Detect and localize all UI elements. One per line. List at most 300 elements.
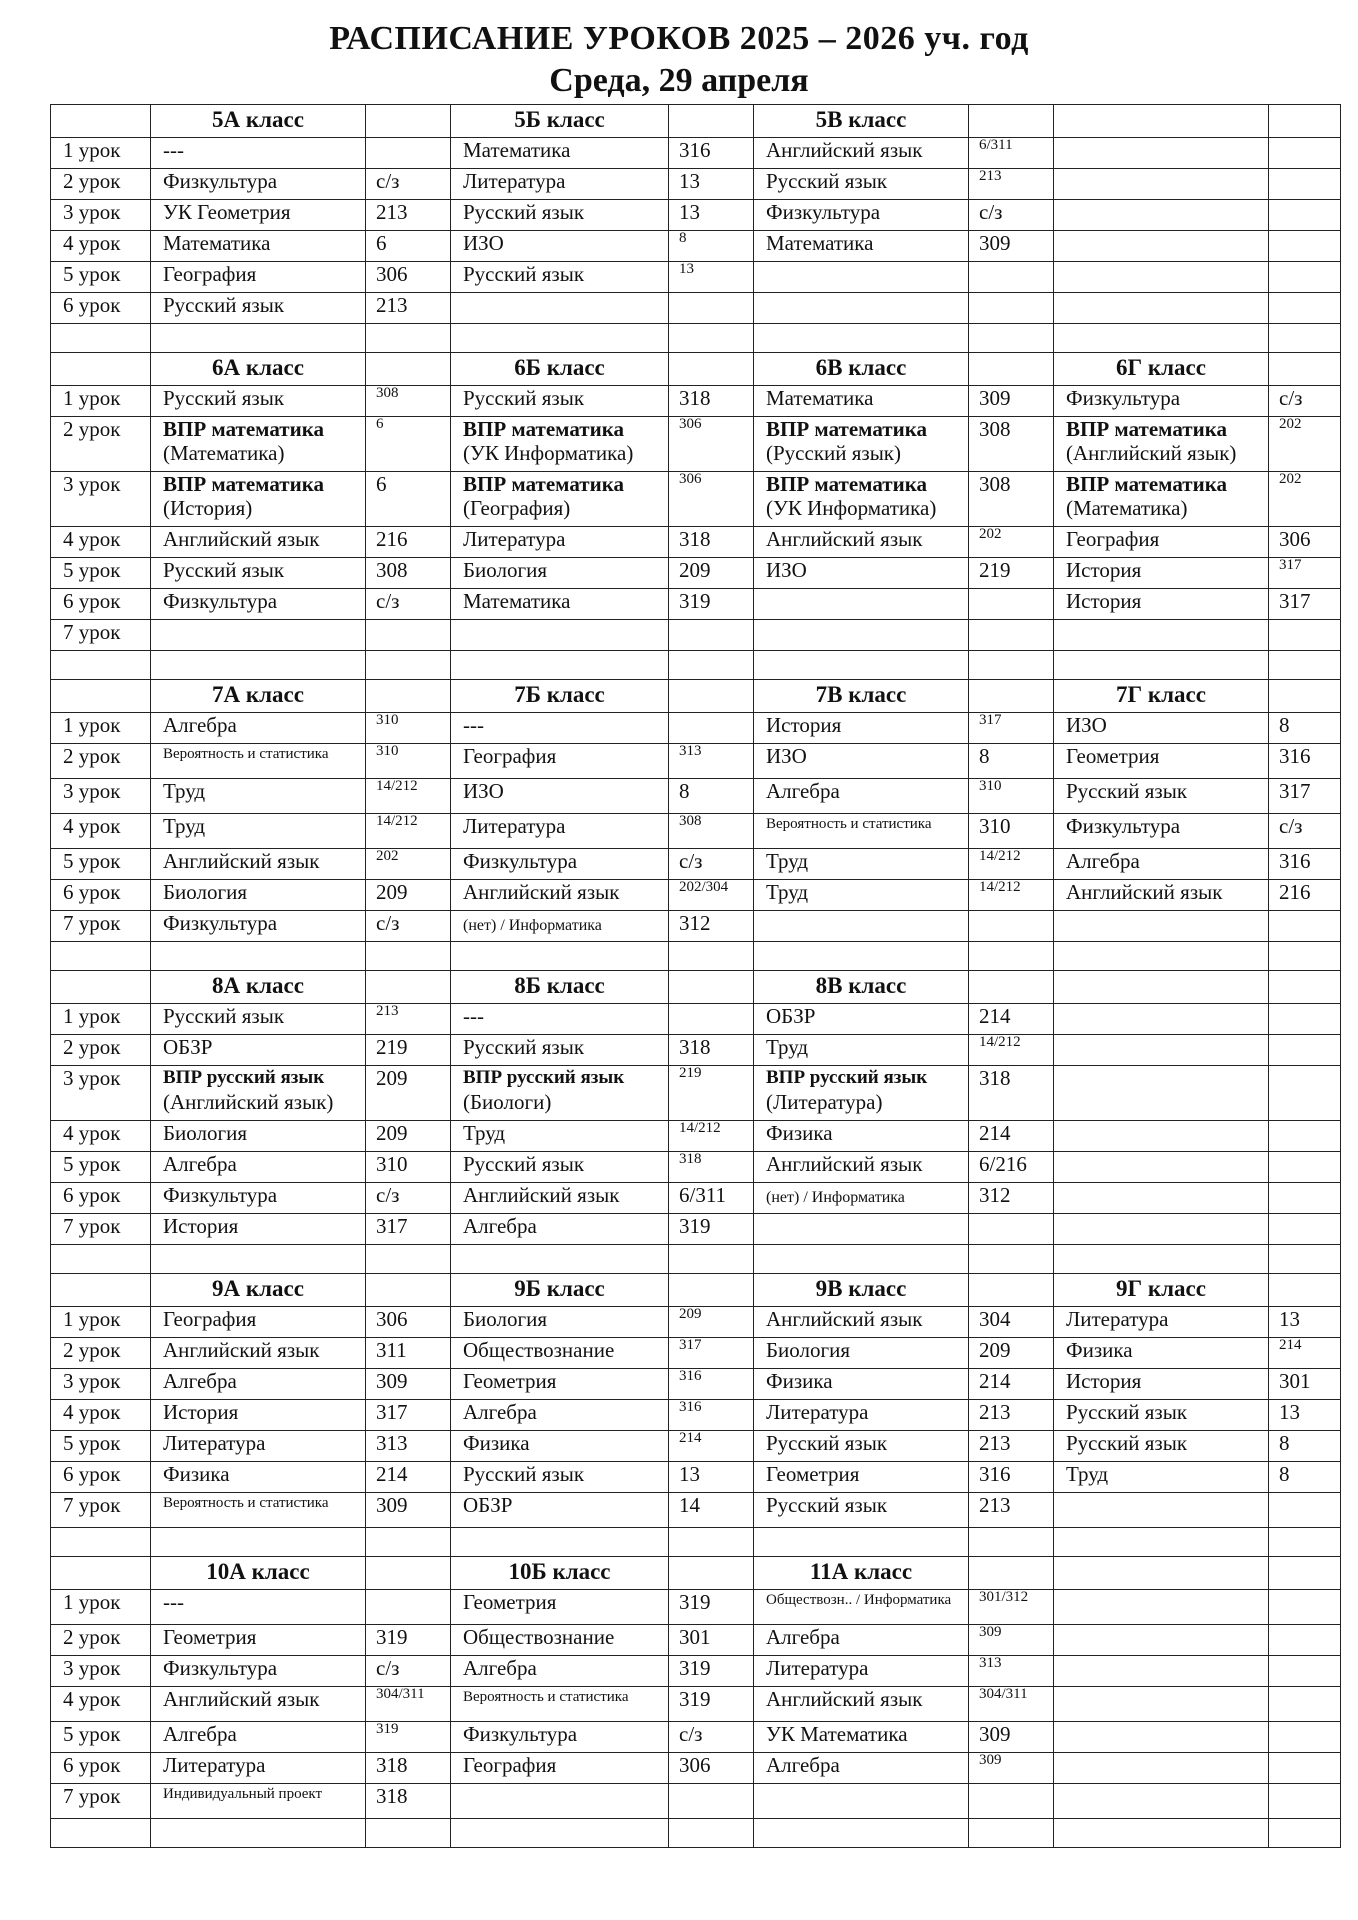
room-number (669, 1121, 754, 1152)
room-value: 14/212 (679, 1120, 721, 1136)
lesson-number: 4 урок (51, 1121, 151, 1152)
class-header-row (51, 680, 1341, 713)
room-value: 310 (376, 743, 399, 759)
empty-cell (51, 1528, 151, 1557)
lesson-number: 1 урок (51, 1004, 151, 1035)
room-number (969, 1590, 1054, 1625)
subject-cell (1054, 744, 1269, 779)
subject-name: Физика (766, 1121, 833, 1145)
subject-cell (1054, 1152, 1269, 1183)
subject-cell (1054, 1656, 1269, 1687)
subject-cell (151, 169, 366, 200)
class-name: 5В класс (754, 105, 969, 138)
room-number (669, 1307, 754, 1338)
subject-cell (451, 1722, 669, 1753)
room-number (1269, 744, 1341, 779)
header-spacer (51, 105, 151, 138)
spacer-row (51, 1528, 1341, 1557)
subject-name: Русский язык (163, 1004, 285, 1028)
room-value: 316 (1279, 744, 1311, 768)
room-number (1269, 1625, 1341, 1656)
room-number (1269, 1066, 1341, 1121)
subject-name: --- (163, 1590, 184, 1614)
room-number (969, 472, 1054, 527)
empty-cell (969, 1528, 1054, 1557)
subject-cell (451, 527, 669, 558)
empty-cell (1269, 1819, 1341, 1848)
room-number (1269, 262, 1341, 293)
subject-cell (754, 138, 969, 169)
subject-name: (Математика) (163, 441, 285, 465)
empty-cell (669, 324, 754, 353)
lesson-number: 5 урок (51, 1152, 151, 1183)
lesson-number: 2 урок (51, 169, 151, 200)
lesson-row (51, 1121, 1341, 1152)
room-number (969, 1431, 1054, 1462)
room-value: 8 (979, 744, 990, 768)
room-number (969, 1369, 1054, 1400)
subject-cell (1054, 1784, 1269, 1819)
subject-name: Алгебра (163, 1152, 237, 1176)
subject-name: Обществознание (463, 1338, 615, 1362)
lesson-row (51, 231, 1341, 262)
room-number (669, 1687, 754, 1722)
room-number (969, 779, 1054, 814)
room-number (1269, 779, 1341, 814)
subject-cell (151, 1687, 366, 1722)
subject-name: Математика (463, 138, 571, 162)
subject-name: Труд (766, 1035, 809, 1059)
room-header (1269, 680, 1341, 713)
room-value: 309 (376, 1369, 408, 1393)
subject-name: История (766, 713, 842, 737)
subject-name: Биология (463, 558, 548, 582)
room-value: 209 (376, 880, 408, 904)
subject-name: Алгебра (163, 713, 237, 737)
exam-title: ВПР русский язык (163, 1067, 325, 1088)
room-value: 309 (979, 1752, 1002, 1768)
empty-cell (969, 1819, 1054, 1848)
room-number (969, 1152, 1054, 1183)
room-number (969, 386, 1054, 417)
subject-name: Английский язык (766, 527, 923, 551)
room-value: 214 (979, 1121, 1011, 1145)
room-value: с/з (679, 849, 703, 873)
room-value: 301 (679, 1625, 711, 1649)
subject-cell (151, 138, 366, 169)
room-value: с/з (376, 1656, 400, 1680)
room-number (1269, 1400, 1341, 1431)
room-value: 316 (979, 1462, 1011, 1486)
room-number (366, 1431, 451, 1462)
subject-name: Английский язык (163, 527, 320, 551)
class-name: 10А класс (151, 1557, 366, 1590)
room-number (969, 1462, 1054, 1493)
room-number (669, 1369, 754, 1400)
lesson-number: 2 урок (51, 1035, 151, 1066)
subject-cell (451, 1784, 669, 1819)
room-number (969, 589, 1054, 620)
class-name: 6Б класс (451, 353, 669, 386)
lesson-row (51, 1338, 1341, 1369)
room-value: 317 (679, 1337, 702, 1353)
subject-cell (754, 558, 969, 589)
lesson-number: 2 урок (51, 1338, 151, 1369)
subject-cell (151, 1493, 366, 1528)
subject-cell (151, 849, 366, 880)
empty-cell (451, 942, 669, 971)
room-number (669, 558, 754, 589)
empty-cell (754, 1819, 969, 1848)
subject-name: Обществознание (463, 1625, 615, 1649)
room-number (669, 1753, 754, 1784)
subject-cell (1054, 231, 1269, 262)
subject-cell (754, 779, 969, 814)
lesson-row (51, 1152, 1341, 1183)
room-number (669, 1400, 754, 1431)
subject-name: ОБЗР (463, 1493, 513, 1517)
subject-cell (451, 1753, 669, 1784)
room-header (1269, 353, 1341, 386)
class-header-row (51, 1557, 1341, 1590)
empty-cell (669, 942, 754, 971)
room-number (669, 1035, 754, 1066)
lesson-row (51, 1493, 1341, 1528)
room-value: 304/311 (376, 1686, 425, 1702)
spacer-row (51, 324, 1341, 353)
room-value: с/з (376, 169, 400, 193)
subject-name: ИЗО (766, 558, 807, 582)
room-value: 213 (376, 200, 408, 224)
empty-cell (366, 1819, 451, 1848)
room-value: 14/212 (376, 813, 418, 829)
room-number (969, 138, 1054, 169)
empty-cell (451, 324, 669, 353)
lesson-row (51, 1183, 1341, 1214)
room-header (669, 1274, 754, 1307)
room-header (969, 680, 1054, 713)
room-number (1269, 417, 1341, 472)
subject-cell (151, 1152, 366, 1183)
room-value: 319 (679, 1656, 711, 1680)
subject-name: Алгебра (1066, 849, 1140, 873)
room-header (366, 353, 451, 386)
lesson-number: 2 урок (51, 417, 151, 472)
lesson-number: 7 урок (51, 1214, 151, 1245)
room-value: 317 (1279, 557, 1302, 573)
lesson-row (51, 472, 1341, 527)
subject-name: Математика (766, 386, 874, 410)
subject-cell (1054, 1431, 1269, 1462)
subject-cell (754, 589, 969, 620)
empty-cell (754, 942, 969, 971)
room-value: 209 (679, 1306, 702, 1322)
room-value: 318 (679, 527, 711, 551)
subject-name: --- (463, 713, 484, 737)
room-header (366, 1274, 451, 1307)
room-value: 8 (1279, 1431, 1290, 1455)
subject-name: Геометрия (1066, 744, 1160, 768)
room-number (969, 713, 1054, 744)
lesson-number: 4 урок (51, 814, 151, 849)
lesson-row (51, 1656, 1341, 1687)
room-number (366, 558, 451, 589)
subject-name: Физкультура (163, 169, 278, 193)
subject-cell (151, 1722, 366, 1753)
subject-name: Физкультура (463, 1722, 578, 1746)
room-number (1269, 1214, 1341, 1245)
subject-name: Английский язык (163, 1687, 320, 1711)
subject-cell (151, 1338, 366, 1369)
subject-cell (151, 231, 366, 262)
room-value: 319 (679, 1590, 711, 1614)
subject-name: (География) (463, 496, 571, 520)
subject-cell (451, 231, 669, 262)
subject-cell (1054, 713, 1269, 744)
class-name: 5А класс (151, 105, 366, 138)
lesson-number: 6 урок (51, 1462, 151, 1493)
room-header (969, 105, 1054, 138)
subject-cell (151, 779, 366, 814)
class-name: 7В класс (754, 680, 969, 713)
subject-cell (754, 814, 969, 849)
subject-name: Английский язык (463, 880, 620, 904)
room-number (366, 262, 451, 293)
subject-cell (1054, 1307, 1269, 1338)
subject-name: Вероятность и статистика (163, 1495, 329, 1511)
lesson-row (51, 911, 1341, 942)
room-value: 316 (1279, 849, 1311, 873)
subject-name: Труд (163, 814, 206, 838)
subject-cell (151, 744, 366, 779)
subject-name: ИЗО (463, 231, 504, 255)
subject-cell (1054, 386, 1269, 417)
empty-cell (1269, 942, 1341, 971)
room-value: 319 (679, 1687, 711, 1711)
lesson-number: 1 урок (51, 138, 151, 169)
subject-name: Физкультура (163, 1183, 278, 1207)
room-number (669, 200, 754, 231)
subject-name: --- (163, 138, 184, 162)
subject-name: (нет) / Информатика (766, 1189, 905, 1206)
class-name (1054, 971, 1269, 1004)
room-value: с/з (1279, 386, 1303, 410)
room-value: 216 (1279, 880, 1311, 904)
room-number (366, 1307, 451, 1338)
room-number (366, 169, 451, 200)
subject-name: Алгебра (463, 1214, 537, 1238)
class-name: 8В класс (754, 971, 969, 1004)
subject-name: Физика (766, 1369, 833, 1393)
empty-cell (1054, 324, 1269, 353)
room-number (1269, 1784, 1341, 1819)
room-value: 14/212 (979, 848, 1021, 864)
subject-name: УК Геометрия (163, 200, 291, 224)
subject-cell (151, 262, 366, 293)
lesson-row (51, 386, 1341, 417)
subject-cell (451, 620, 669, 651)
subject-cell (151, 589, 366, 620)
subject-cell (1054, 880, 1269, 911)
room-value: 319 (679, 589, 711, 613)
subject-cell (451, 262, 669, 293)
subject-cell (754, 417, 969, 472)
room-number (366, 1066, 451, 1121)
class-header-row (51, 353, 1341, 386)
room-number (969, 911, 1054, 942)
room-number (1269, 814, 1341, 849)
class-name: 7Б класс (451, 680, 669, 713)
room-value: 213 (979, 1431, 1011, 1455)
room-value: 202 (1279, 416, 1302, 432)
room-value: 308 (979, 417, 1011, 441)
subject-cell (1054, 1625, 1269, 1656)
room-value: с/з (376, 911, 400, 935)
subject-name: Литература (766, 1656, 869, 1680)
room-number (366, 1753, 451, 1784)
lesson-number: 1 урок (51, 713, 151, 744)
empty-cell (51, 942, 151, 971)
room-value: 313 (376, 1431, 408, 1455)
room-value: 312 (679, 911, 711, 935)
class-name: 5Б класс (451, 105, 669, 138)
subject-cell (1054, 1462, 1269, 1493)
subject-cell (754, 1214, 969, 1245)
lesson-number: 3 урок (51, 1066, 151, 1121)
room-value: 213 (979, 1400, 1011, 1424)
subject-name: Труд (766, 880, 809, 904)
subject-cell (1054, 1493, 1269, 1528)
class-name: 11А класс (754, 1557, 969, 1590)
subject-cell (754, 744, 969, 779)
subject-name: Английский язык (163, 849, 320, 873)
subject-name: Физкультура (463, 849, 578, 873)
empty-cell (151, 1819, 366, 1848)
room-value: 319 (376, 1721, 399, 1737)
empty-cell (1054, 651, 1269, 680)
subject-cell (754, 1462, 969, 1493)
room-number (1269, 1369, 1341, 1400)
room-number (366, 713, 451, 744)
room-value: 8 (1279, 713, 1290, 737)
subject-cell (1054, 200, 1269, 231)
room-number (366, 200, 451, 231)
room-header (1269, 1557, 1341, 1590)
lesson-number: 5 урок (51, 1431, 151, 1462)
lesson-number: 6 урок (51, 293, 151, 324)
lesson-number: 3 урок (51, 200, 151, 231)
room-value: 308 (376, 558, 408, 582)
room-number (969, 1493, 1054, 1528)
room-number (669, 472, 754, 527)
class-name (1054, 105, 1269, 138)
subject-cell (754, 1722, 969, 1753)
lesson-row (51, 1722, 1341, 1753)
subject-name: УК Математика (766, 1722, 908, 1746)
subject-cell (151, 1004, 366, 1035)
room-number (669, 262, 754, 293)
class-name: 6Г класс (1054, 353, 1269, 386)
room-value: 310 (376, 1152, 408, 1176)
room-value: 310 (979, 814, 1011, 838)
room-value: 213 (376, 1003, 399, 1019)
room-number (969, 1656, 1054, 1687)
subject-cell (451, 1214, 669, 1245)
subject-cell (151, 386, 366, 417)
room-value: 13 (679, 1462, 700, 1486)
lesson-row (51, 138, 1341, 169)
empty-cell (451, 1528, 669, 1557)
lesson-row (51, 589, 1341, 620)
room-number (1269, 880, 1341, 911)
subject-name: География (163, 1307, 257, 1331)
room-number (1269, 1004, 1341, 1035)
room-value: 308 (376, 385, 399, 401)
subject-cell (754, 1625, 969, 1656)
room-value: 317 (1279, 589, 1311, 613)
subject-cell (451, 200, 669, 231)
subject-name: Математика (463, 589, 571, 613)
room-value: с/з (679, 1722, 703, 1746)
subject-name: Труд (463, 1121, 506, 1145)
empty-cell (754, 324, 969, 353)
subject-name: Вероятность и статистика (463, 1689, 629, 1705)
subject-cell (151, 1066, 366, 1121)
room-number (366, 138, 451, 169)
subject-cell (451, 1152, 669, 1183)
subject-name: (Английский язык) (1066, 441, 1237, 465)
spacer-row (51, 1819, 1341, 1848)
room-value: 318 (376, 1753, 408, 1777)
subject-name: Литература (163, 1431, 266, 1455)
subject-name: Русский язык (1066, 1431, 1188, 1455)
subject-name: Литература (163, 1753, 266, 1777)
room-number (969, 231, 1054, 262)
subject-cell (451, 1121, 669, 1152)
subject-name: История (163, 1400, 239, 1424)
room-number (669, 386, 754, 417)
room-value: 309 (979, 1624, 1002, 1640)
exam-title: ВПР математика (1066, 472, 1227, 496)
room-value: 6 (376, 416, 384, 432)
subject-cell (451, 1307, 669, 1338)
subject-name: (УК Информатика) (463, 441, 634, 465)
room-value: 14/212 (376, 778, 418, 794)
subject-cell (754, 1687, 969, 1722)
subject-cell (754, 262, 969, 293)
subject-cell (151, 1656, 366, 1687)
room-number (1269, 589, 1341, 620)
subject-cell (451, 1687, 669, 1722)
class-name: 10Б класс (451, 1557, 669, 1590)
lesson-row (51, 814, 1341, 849)
subject-cell (451, 138, 669, 169)
subject-name: Физкультура (1066, 814, 1181, 838)
room-value: 214 (979, 1369, 1011, 1393)
subject-name: ИЗО (463, 779, 504, 803)
subject-name: Физкультура (163, 589, 278, 613)
subject-cell (1054, 1722, 1269, 1753)
room-value: 8 (679, 779, 690, 803)
subject-cell (451, 1625, 669, 1656)
subject-cell (754, 1493, 969, 1528)
subject-name: (нет) / Информатика (463, 917, 602, 934)
room-value: 317 (376, 1214, 408, 1238)
subject-cell (451, 1493, 669, 1528)
subject-cell (151, 1307, 366, 1338)
room-number (366, 1493, 451, 1528)
subject-cell (151, 293, 366, 324)
